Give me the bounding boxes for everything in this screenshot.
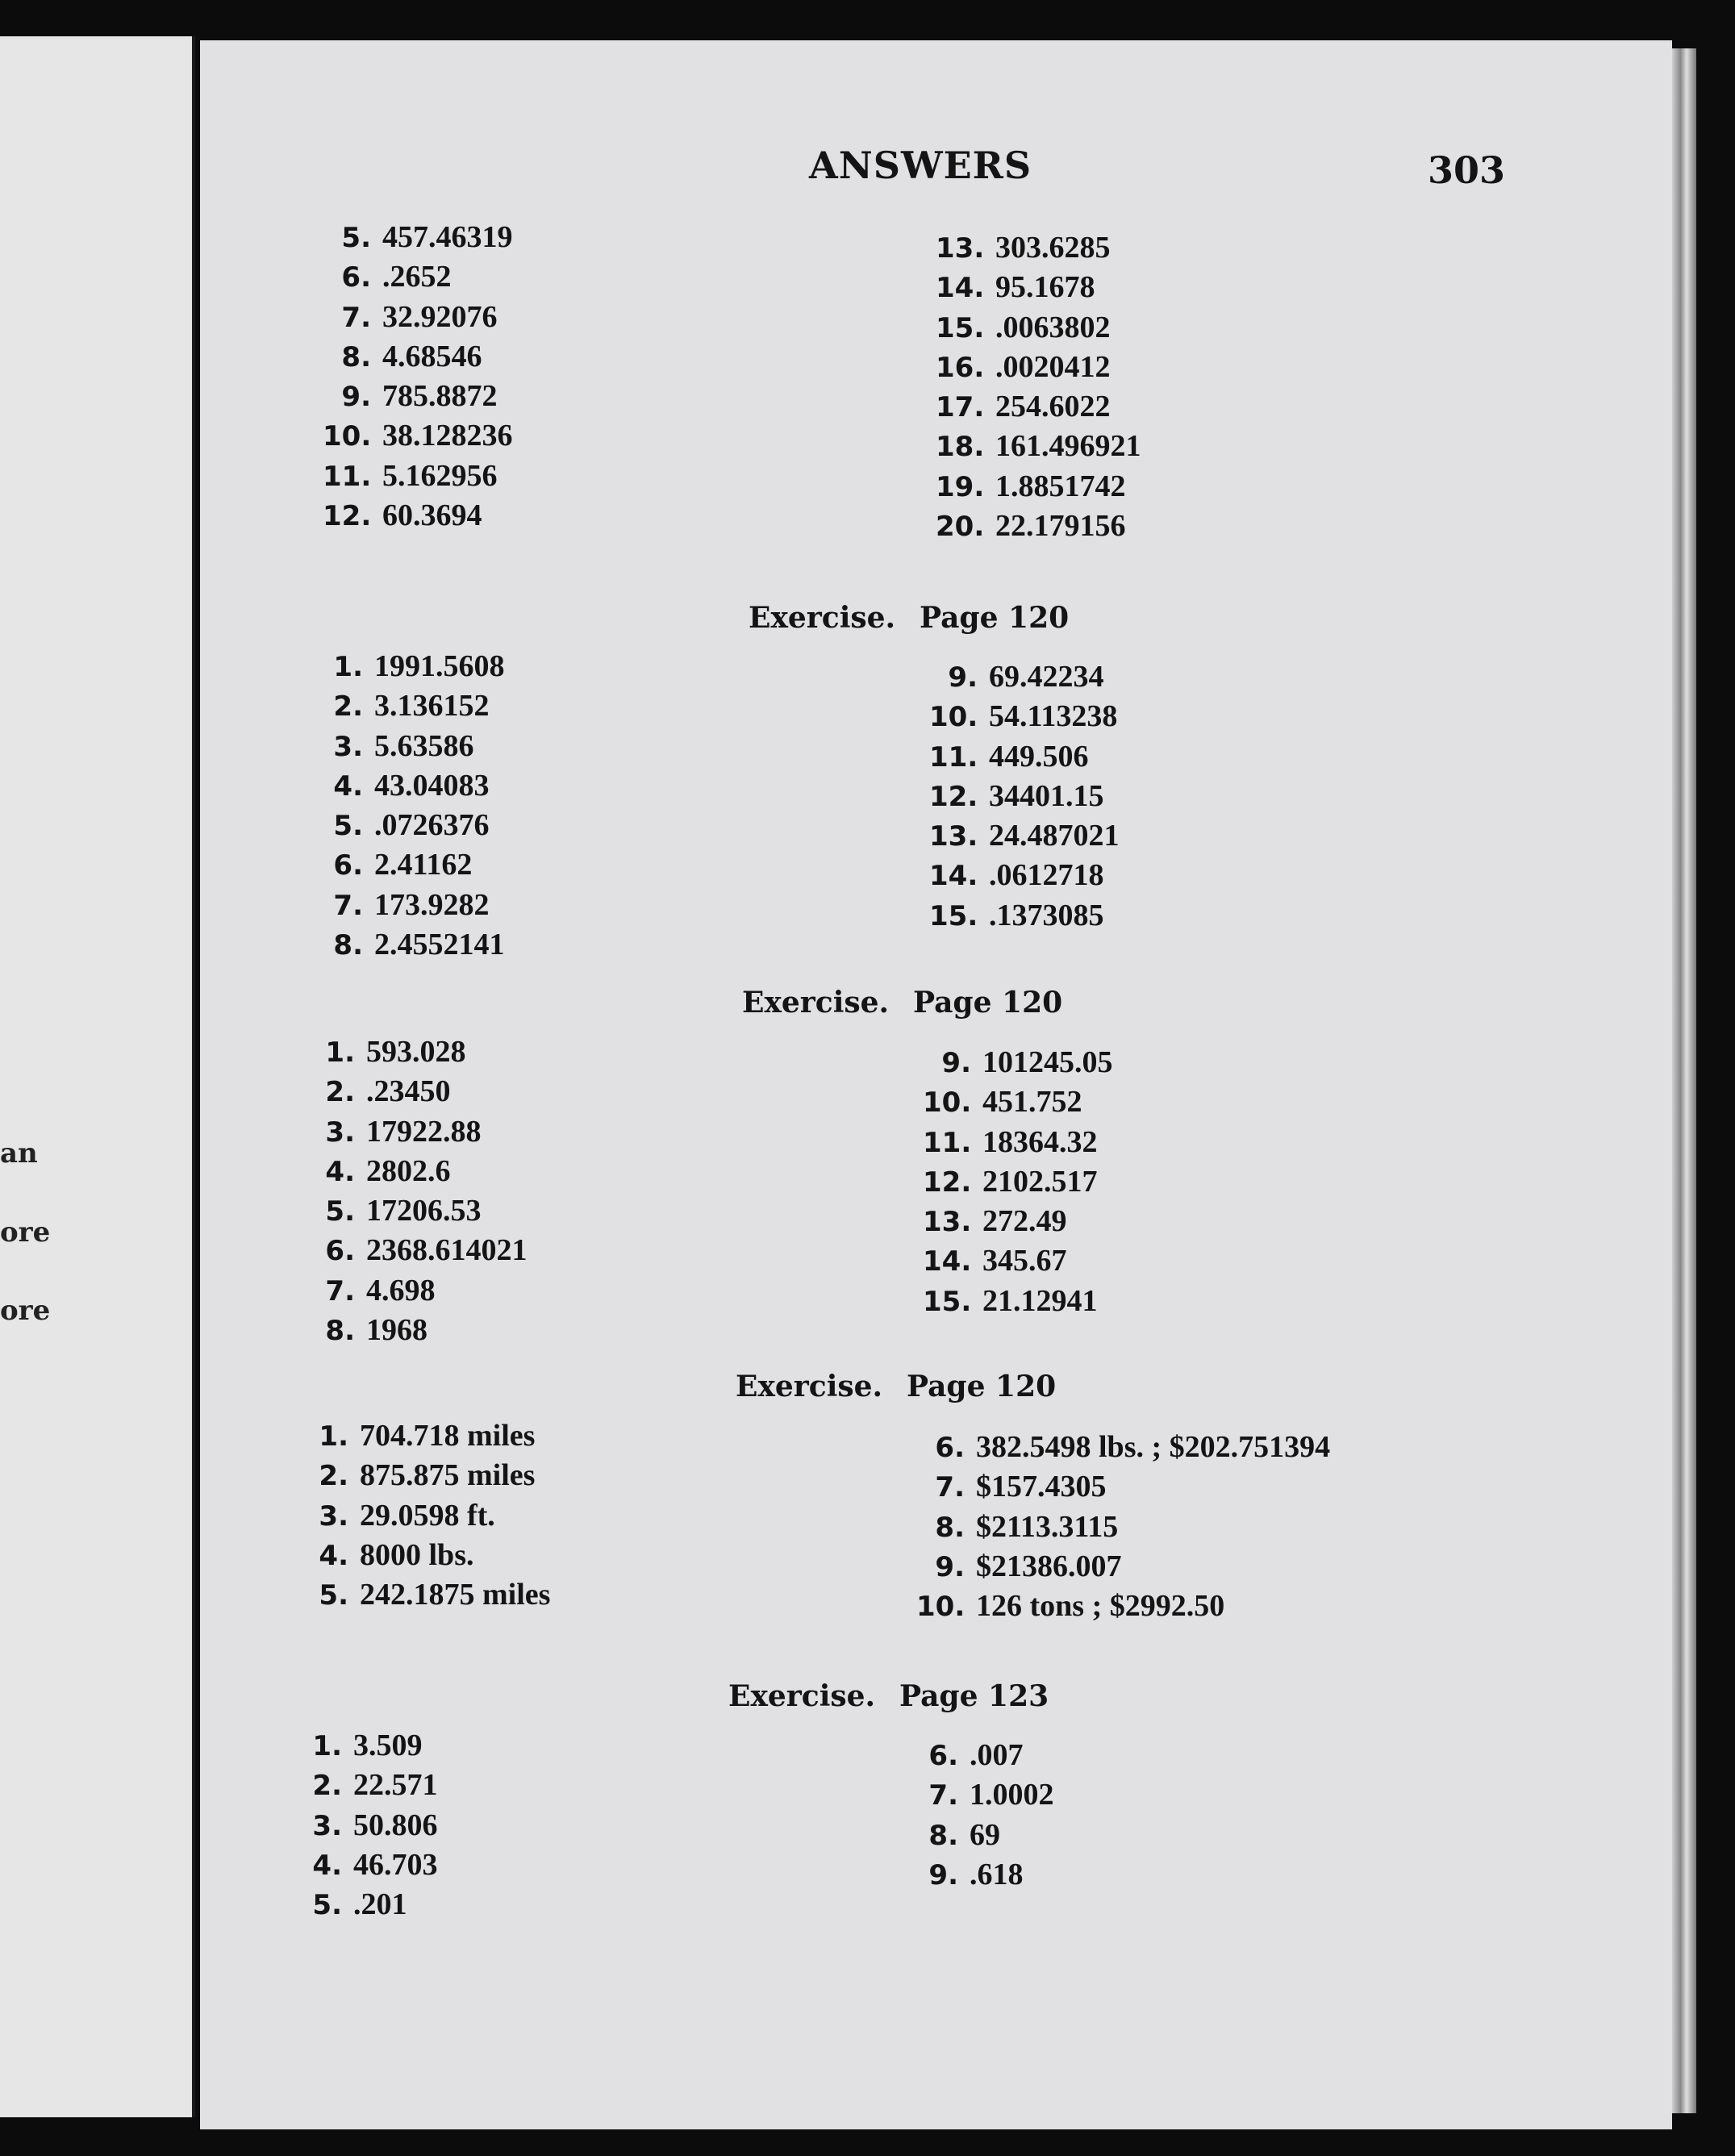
answer-item: 11. 5.162956 [323, 458, 498, 493]
answer-item: 7. 4.698 [325, 1273, 436, 1307]
answer-list-right [923, 1043, 1113, 1321]
answer-item: 14. 95.1678 [936, 270, 1095, 305]
answer-item: 11. 18364.32 [923, 1124, 1098, 1159]
answer-list-left [307, 1032, 528, 1350]
answer-list-right [936, 228, 1141, 546]
answer-list-right [916, 1428, 1330, 1626]
answer-item: 8. 1968 [325, 1313, 427, 1348]
answer-item: 5. 17206.53 [325, 1194, 482, 1228]
answer-item: 12. 2102.517 [923, 1164, 1098, 1199]
answer-item: 9. 69.42234 [948, 660, 1104, 694]
answer-item: 6. .007 [928, 1738, 1024, 1772]
answer-item: 6. .2652 [341, 260, 452, 294]
answer-item: 19. 1.8851742 [936, 469, 1126, 503]
answer-item: 15. 21.12941 [923, 1283, 1098, 1318]
answer-item: 18. 161.496921 [936, 429, 1141, 464]
answer-item: 10. 38.128236 [323, 419, 513, 453]
answer-item: 6. 382.5498 lbs. ; $202.751394 [935, 1430, 1331, 1464]
answer-item: 9. $21386.007 [935, 1549, 1122, 1583]
answer-item: 6. 2.41162 [333, 848, 473, 882]
answer-item: 7. $157.4305 [935, 1470, 1107, 1504]
answer-item: 7. 32.92076 [341, 299, 498, 334]
answer-item: 4. 46.703 [312, 1847, 438, 1882]
answer-item: 4. 8000 lbs. [319, 1537, 474, 1572]
answer-item: 2. .23450 [325, 1074, 451, 1109]
answer-item: 8. 69 [928, 1817, 1000, 1852]
left-page-fragment: ore [0, 1295, 51, 1327]
answer-item: 1. 593.028 [325, 1035, 466, 1069]
answer-item: 10. 54.113238 [929, 699, 1118, 734]
answer-item: 13. 272.49 [923, 1204, 1067, 1239]
answer-item: 12. 34401.15 [929, 778, 1104, 813]
answer-item: 4. 2802.6 [325, 1153, 451, 1188]
page-title: ANSWERS [809, 144, 1032, 187]
answer-item: 3. 17922.88 [325, 1114, 482, 1149]
answer-item: 2. 875.875 miles [319, 1458, 536, 1493]
answer-item: 3. 50.806 [312, 1808, 438, 1842]
answer-item: 8. 4.68546 [341, 339, 482, 373]
answer-list-left [315, 647, 505, 965]
answer-list-left [323, 218, 513, 536]
answer-item: 3. 29.0598 ft. [319, 1498, 495, 1533]
exercise-heading: Exercise. Page 120 [742, 986, 1063, 1020]
answer-item: 5. .201 [312, 1887, 407, 1922]
page-number: 303 [1428, 148, 1506, 192]
answer-item: 17. 254.6022 [936, 390, 1111, 424]
answer-item: 2. 22.571 [312, 1768, 438, 1803]
answer-item: 5. 242.1875 miles [319, 1578, 551, 1612]
answer-item: 1. 704.718 miles [319, 1419, 536, 1453]
answer-item: 12. 60.3694 [323, 498, 482, 533]
answer-list-left [294, 1726, 438, 1925]
answer-list-left [300, 1416, 550, 1615]
exercise-heading: Exercise. Page 120 [736, 1370, 1057, 1403]
answer-item: 13. 24.487021 [929, 819, 1120, 853]
answer-item: 8. 2.4552141 [333, 928, 505, 962]
answer-item: 9. 785.8872 [341, 379, 498, 414]
answer-item: 6. 2368.614021 [325, 1233, 528, 1268]
answer-item: 1. 1991.5608 [333, 649, 505, 683]
answer-item: 9. .618 [928, 1857, 1024, 1891]
exercise-heading: Exercise. Page 120 [749, 601, 1070, 635]
answer-item: 7. 173.9282 [333, 887, 490, 922]
answer-item: 11. 449.506 [929, 739, 1089, 774]
book-spine [1672, 48, 1696, 2113]
answer-item: 5. .0726376 [333, 808, 490, 843]
answer-item: 14. 345.67 [923, 1244, 1067, 1278]
answer-item: 10. 126 tons ; $2992.50 [916, 1589, 1225, 1624]
answer-item: 2. 3.136152 [333, 689, 490, 724]
previous-page-edge [0, 36, 195, 2117]
answer-item: 16. .0020412 [936, 349, 1111, 384]
answer-list-right [929, 657, 1120, 936]
answer-item: 7. 1.0002 [928, 1778, 1054, 1812]
answer-item: 20. 22.179156 [936, 509, 1126, 544]
answer-item: 1. 3.509 [312, 1729, 423, 1762]
exercise-heading: Exercise. Page 123 [728, 1679, 1049, 1713]
answer-item: 15. .1373085 [929, 898, 1104, 932]
answer-item: 3. 5.63586 [333, 728, 474, 763]
answer-item: 10. 451.752 [923, 1085, 1082, 1120]
answer-item: 4. 43.04083 [333, 768, 490, 803]
answer-item: 15. .0063802 [936, 310, 1111, 344]
answer-item: 8. $2113.3115 [935, 1509, 1119, 1544]
left-page-fragment: ore [0, 1216, 51, 1249]
answer-item: 5. 457.46319 [341, 220, 513, 254]
left-page-fragment: an [0, 1137, 38, 1170]
answer-item: 9. 101245.05 [941, 1045, 1113, 1079]
answer-list-right [910, 1736, 1054, 1895]
answer-item: 14. .0612718 [929, 858, 1104, 893]
answer-item: 13. 303.6285 [936, 231, 1111, 265]
